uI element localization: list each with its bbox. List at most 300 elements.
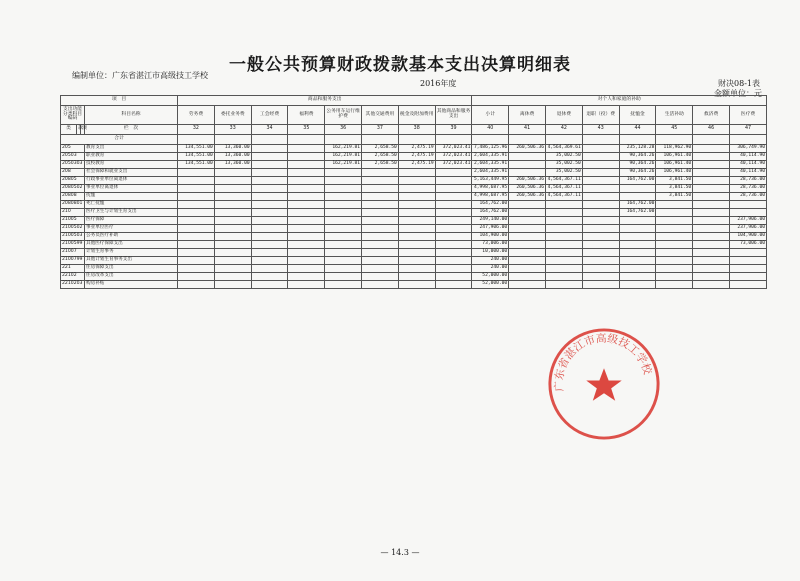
amount-cell — [729, 273, 766, 281]
amount-cell — [729, 281, 766, 289]
amount-cell: 237,906.00 — [729, 217, 766, 225]
amount-cell — [251, 273, 288, 281]
amount-cell — [251, 217, 288, 225]
column-number: 39 — [435, 125, 472, 135]
column-number: 35 — [288, 125, 325, 135]
table-row — [61, 225, 767, 233]
amount-cell — [251, 145, 288, 153]
amount-cell — [214, 177, 251, 185]
amount-cell — [509, 153, 546, 161]
amount-cell — [288, 145, 325, 153]
column-number: 45 — [656, 125, 693, 135]
amount-cell — [325, 265, 362, 273]
amount-cell — [288, 185, 325, 193]
amount-cell — [693, 193, 730, 201]
amount-cell: 372,023.41 — [435, 145, 472, 153]
amount-cell — [546, 265, 583, 273]
column-number: 47 — [729, 125, 766, 135]
amount-cell — [693, 185, 730, 193]
amount-cell — [693, 249, 730, 257]
subject-code: 2100799 — [61, 257, 85, 265]
column-header: 医疗费 — [729, 106, 766, 125]
amount-cell: 162,219.81 — [325, 161, 362, 169]
amount-cell — [729, 209, 766, 217]
amount-cell: 134,551.00 — [178, 153, 215, 161]
amount-cell — [362, 209, 399, 217]
amount-cell — [693, 161, 730, 169]
amount-cell: 4,564,367.11 — [546, 185, 583, 193]
amount-cell — [582, 201, 619, 209]
subject-name: 抚恤 — [85, 193, 178, 201]
amount-cell — [398, 233, 435, 241]
amount-cell — [288, 265, 325, 273]
subject-name: 死亡抚恤 — [85, 201, 178, 209]
amount-cell: 2,604,335.91 — [472, 169, 509, 177]
column-number: 44 — [619, 125, 656, 135]
table-row — [61, 233, 767, 241]
amount-cell — [398, 257, 435, 265]
amount-cell: 28,736.00 — [729, 185, 766, 193]
amount-cell — [619, 225, 656, 233]
amount-cell: 2,475.19 — [398, 145, 435, 153]
amount-cell — [288, 217, 325, 225]
amount-cell: 13,360.00 — [214, 145, 251, 153]
amount-cell — [509, 209, 546, 217]
amount-cell — [251, 265, 288, 273]
amount-cell: 2,658.50 — [362, 161, 399, 169]
amount-cell — [362, 217, 399, 225]
amount-cell: 73,006.00 — [729, 241, 766, 249]
amount-cell — [582, 193, 619, 201]
column-number: 32 — [178, 125, 215, 135]
amount-cell — [582, 233, 619, 241]
amount-cell — [656, 257, 693, 265]
amount-cell — [619, 257, 656, 265]
amount-cell — [398, 265, 435, 273]
amount-cell — [362, 201, 399, 209]
amount-cell — [729, 257, 766, 265]
amount-cell: 40,114.90 — [729, 161, 766, 169]
amount-cell — [178, 177, 215, 185]
amount-cell — [362, 177, 399, 185]
amount-cell — [325, 273, 362, 281]
subject-code: 2050303 — [61, 161, 85, 169]
amount-cell — [693, 145, 730, 153]
amount-cell — [729, 249, 766, 257]
subject-name: 计划生育事务 — [85, 249, 178, 257]
amount-cell: 162,219.81 — [325, 145, 362, 153]
amount-cell — [693, 177, 730, 185]
amount-cell — [693, 273, 730, 281]
amount-cell: 134,551.00 — [178, 161, 215, 169]
amount-cell — [251, 185, 288, 193]
column-number: 34 — [251, 125, 288, 135]
amount-cell — [288, 233, 325, 241]
personal-family-header: 对个人和家庭的补助 — [472, 96, 767, 106]
amount-cell: 3,841.50 — [656, 185, 693, 193]
amount-cell — [656, 233, 693, 241]
amount-cell — [656, 217, 693, 225]
amount-cell — [288, 257, 325, 265]
amount-cell — [656, 281, 693, 289]
item-header: 项 目 — [61, 96, 178, 106]
amount-cell: 7,486,125.96 — [472, 145, 509, 153]
amount-cell — [214, 209, 251, 217]
amount-cell — [288, 193, 325, 201]
amount-cell — [509, 249, 546, 257]
amount-cell — [178, 185, 215, 193]
amount-cell — [582, 265, 619, 273]
amount-cell — [582, 153, 619, 161]
amount-cell — [325, 249, 362, 257]
amount-cell: 4,998,687.95 — [472, 185, 509, 193]
amount-cell — [398, 169, 435, 177]
column-header: 工会经费 — [251, 106, 288, 125]
subject-code: 20503 — [61, 153, 85, 161]
amount-cell — [546, 225, 583, 233]
amount-cell — [398, 225, 435, 233]
amount-cell — [656, 265, 693, 273]
subject-name: 其他计划生育事务支出 — [85, 257, 178, 265]
table-row — [61, 257, 767, 265]
amount-cell — [214, 249, 251, 257]
amount-cell — [398, 217, 435, 225]
amount-cell — [656, 225, 693, 233]
table-row — [61, 153, 767, 161]
amount-cell — [178, 273, 215, 281]
amount-cell — [656, 249, 693, 257]
amount-cell — [251, 233, 288, 241]
amount-cell — [398, 241, 435, 249]
amount-cell: 28,736.00 — [729, 177, 766, 185]
column-header: 劳务费 — [178, 106, 215, 125]
amount-cell — [693, 265, 730, 273]
column-header: 抚恤金 — [619, 106, 656, 125]
amount-cell — [288, 209, 325, 217]
amount-cell — [398, 281, 435, 289]
amount-cell: 40,114.90 — [729, 153, 766, 161]
amount-cell — [509, 257, 546, 265]
amount-cell — [435, 209, 472, 217]
amount-cell: 106,961.40 — [656, 153, 693, 161]
table-row — [61, 249, 767, 257]
amount-cell — [435, 249, 472, 257]
amount-cell — [178, 225, 215, 233]
subject-code: 2100503 — [61, 233, 85, 241]
amount-cell — [546, 233, 583, 241]
amount-cell — [178, 281, 215, 289]
page-number: — 14.3 — — [380, 548, 420, 557]
amount-cell — [214, 185, 251, 193]
column-header: 委托业务费 — [214, 106, 251, 125]
amount-cell: 104,900.00 — [472, 233, 509, 241]
amount-cell — [656, 201, 693, 209]
amount-cell — [178, 265, 215, 273]
amount-cell: 240.00 — [472, 257, 509, 265]
amount-cell — [178, 249, 215, 257]
amount-cell: 10,000.00 — [472, 249, 509, 257]
amount-cell: 237,906.00 — [729, 225, 766, 233]
money-unit: 金额单位：元 — [714, 89, 762, 98]
table-row — [61, 193, 767, 201]
amount-cell: 118,962.90 — [656, 145, 693, 153]
amount-cell — [729, 201, 766, 209]
amount-cell — [251, 201, 288, 209]
amount-cell — [619, 217, 656, 225]
amount-cell: 162,219.81 — [325, 153, 362, 161]
amount-cell — [325, 257, 362, 265]
amount-cell — [619, 241, 656, 249]
amount-cell — [288, 225, 325, 233]
amount-cell — [693, 281, 730, 289]
amount-cell — [435, 217, 472, 225]
amount-cell — [288, 169, 325, 177]
amount-cell: 260,506.36 — [509, 145, 546, 153]
subject-code: 221 — [61, 265, 85, 273]
category-xiang: 项 — [81, 125, 85, 135]
amount-cell — [214, 265, 251, 273]
amount-cell: 5,163,449.95 — [472, 177, 509, 185]
subject-code: 2100599 — [61, 241, 85, 249]
category-kuan: 款 — [77, 125, 81, 135]
amount-cell: 372,023.41 — [435, 161, 472, 169]
subject-name: 购房补贴 — [85, 281, 178, 289]
amount-cell — [435, 201, 472, 209]
amount-cell — [435, 169, 472, 177]
document-title: 一般公共预算财政拨款基本支出决算明细表 — [229, 55, 571, 75]
amount-cell — [251, 257, 288, 265]
amount-cell — [693, 153, 730, 161]
amount-cell — [619, 185, 656, 193]
amount-cell — [435, 281, 472, 289]
amount-cell — [546, 257, 583, 265]
column-number: 46 — [693, 125, 730, 135]
amount-cell: 3,841.50 — [656, 177, 693, 185]
subject-name: 行政事业单位离退休 — [85, 177, 178, 185]
amount-cell — [178, 217, 215, 225]
amount-cell: 235,128.28 — [619, 145, 656, 153]
amount-cell — [398, 193, 435, 201]
amount-cell — [362, 257, 399, 265]
amount-cell: 2,604,335.91 — [472, 161, 509, 169]
table-row — [61, 201, 767, 209]
amount-cell — [582, 145, 619, 153]
amount-cell — [178, 209, 215, 217]
amount-cell: 4,564,367.11 — [546, 177, 583, 185]
amount-cell — [693, 201, 730, 209]
compiling-unit: 编制单位：广东省湛江市高级技工学校 — [72, 71, 208, 80]
amount-cell — [288, 201, 325, 209]
amount-cell: 52,000.00 — [472, 281, 509, 289]
amount-cell — [288, 161, 325, 169]
amount-cell — [214, 169, 251, 177]
amount-cell: 90,364.26 — [619, 161, 656, 169]
column-header: 税金及附加费用 — [398, 106, 435, 125]
amount-cell — [693, 257, 730, 265]
table-row — [61, 265, 767, 273]
amount-cell: 260,506.36 — [509, 185, 546, 193]
amount-cell — [435, 273, 472, 281]
subject-code: 208 — [61, 169, 85, 177]
amount-cell — [214, 193, 251, 201]
amount-cell — [693, 233, 730, 241]
amount-cell — [509, 169, 546, 177]
amount-cell — [435, 241, 472, 249]
amount-cell — [619, 281, 656, 289]
amount-cell — [582, 161, 619, 169]
column-header: 退休费 — [546, 106, 583, 125]
subject-code: 21005 — [61, 217, 85, 225]
amount-cell: 247,906.00 — [472, 225, 509, 233]
total-label: 合计 — [61, 135, 178, 145]
subject-code: 2100502 — [61, 225, 85, 233]
column-header: 生活补助 — [656, 106, 693, 125]
table-row — [61, 281, 767, 289]
expenditure-table — [60, 95, 767, 360]
subject-name: 医疗保障 — [85, 217, 178, 225]
amount-cell — [693, 169, 730, 177]
amount-cell — [582, 249, 619, 257]
amount-cell — [582, 217, 619, 225]
amount-cell — [509, 225, 546, 233]
table-row — [61, 273, 767, 281]
column-index-label: 栏 次 — [85, 125, 178, 135]
fiscal-year: 2016年度 — [420, 79, 457, 88]
subject-code: 20808 — [61, 193, 85, 201]
amount-cell — [656, 241, 693, 249]
subject-name-header: 科目名称 — [85, 106, 178, 125]
amount-cell — [325, 233, 362, 241]
column-number: 38 — [398, 125, 435, 135]
amount-cell: 2,658.50 — [362, 145, 399, 153]
subject-name: 其他医疗保障支出 — [85, 241, 178, 249]
amount-cell — [325, 225, 362, 233]
column-number: 43 — [582, 125, 619, 135]
subject-code: 210 — [61, 209, 85, 217]
amount-cell: 4,998,687.95 — [472, 193, 509, 201]
amount-cell — [435, 225, 472, 233]
amount-cell — [619, 249, 656, 257]
amount-cell: 13,360.00 — [214, 161, 251, 169]
amount-cell — [288, 249, 325, 257]
amount-cell — [251, 177, 288, 185]
column-number: 36 — [325, 125, 362, 135]
amount-cell — [693, 225, 730, 233]
amount-cell: 35,002.50 — [546, 153, 583, 161]
amount-cell: 4,564,367.11 — [546, 193, 583, 201]
amount-cell: 90,364.26 — [619, 169, 656, 177]
amount-cell: 164,762.00 — [619, 177, 656, 185]
amount-cell — [619, 193, 656, 201]
amount-cell: 28,736.00 — [729, 193, 766, 201]
amount-cell — [214, 257, 251, 265]
amount-cell — [693, 241, 730, 249]
amount-cell — [398, 249, 435, 257]
amount-cell — [729, 265, 766, 273]
amount-cell — [546, 201, 583, 209]
amount-cell — [435, 257, 472, 265]
column-header: 其他商品和服务支出 — [435, 106, 472, 125]
column-number: 40 — [472, 125, 509, 135]
column-number: 33 — [214, 125, 251, 135]
table-row — [61, 169, 767, 177]
amount-cell: 90,364.26 — [619, 153, 656, 161]
subject-name: 教育支出 — [85, 145, 178, 153]
subject-name: 住房改革支出 — [85, 273, 178, 281]
amount-cell — [509, 201, 546, 209]
amount-cell — [288, 153, 325, 161]
amount-cell — [325, 217, 362, 225]
subject-name: 社会保障和就业支出 — [85, 169, 178, 177]
amount-cell — [398, 185, 435, 193]
amount-cell — [214, 217, 251, 225]
amount-cell — [178, 201, 215, 209]
amount-cell — [509, 217, 546, 225]
amount-cell — [214, 241, 251, 249]
subject-code: 22102 — [61, 273, 85, 281]
amount-cell — [582, 177, 619, 185]
amount-cell — [251, 161, 288, 169]
column-header: 福利费 — [288, 106, 325, 125]
amount-cell — [546, 281, 583, 289]
subject-code: 21007 — [61, 249, 85, 257]
amount-cell — [582, 169, 619, 177]
amount-cell — [325, 193, 362, 201]
subject-name: 技校教育 — [85, 161, 178, 169]
subject-name: 职业教育 — [85, 153, 178, 161]
amount-cell — [325, 281, 362, 289]
amount-cell: 249,140.00 — [472, 217, 509, 225]
amount-cell — [435, 233, 472, 241]
amount-cell: 306,749.90 — [729, 145, 766, 153]
amount-cell: 2,475.19 — [398, 153, 435, 161]
amount-cell — [251, 169, 288, 177]
subject-code: 2080801 — [61, 201, 85, 209]
subject-name: 住房保障支出 — [85, 265, 178, 273]
amount-cell: 372,023.41 — [435, 153, 472, 161]
amount-cell: 240.00 — [472, 265, 509, 273]
goods-services-header: 商品和服务支出 — [178, 96, 472, 106]
amount-cell: 106,961.40 — [656, 169, 693, 177]
amount-cell — [251, 209, 288, 217]
amount-cell — [546, 249, 583, 257]
subject-code: 2210203 — [61, 281, 85, 289]
amount-cell: 106,961.40 — [656, 161, 693, 169]
amount-cell — [288, 273, 325, 281]
amount-cell — [214, 281, 251, 289]
subject-code: 20805 — [61, 177, 85, 185]
amount-cell — [582, 209, 619, 217]
amount-cell — [362, 169, 399, 177]
column-number: 42 — [546, 125, 583, 135]
amount-cell — [362, 233, 399, 241]
amount-cell — [325, 185, 362, 193]
amount-cell — [325, 169, 362, 177]
column-header: 小计 — [472, 106, 509, 125]
amount-cell — [362, 193, 399, 201]
amount-cell: 260,506.36 — [509, 193, 546, 201]
amount-cell — [398, 209, 435, 217]
table-row — [61, 185, 767, 193]
amount-cell — [546, 241, 583, 249]
amount-cell — [582, 185, 619, 193]
amount-cell: 13,360.00 — [214, 153, 251, 161]
amount-cell — [509, 233, 546, 241]
form-number: 财决08-1表 — [718, 79, 760, 88]
amount-cell: 164,762.00 — [472, 201, 509, 209]
amount-cell — [582, 281, 619, 289]
amount-cell — [435, 265, 472, 273]
